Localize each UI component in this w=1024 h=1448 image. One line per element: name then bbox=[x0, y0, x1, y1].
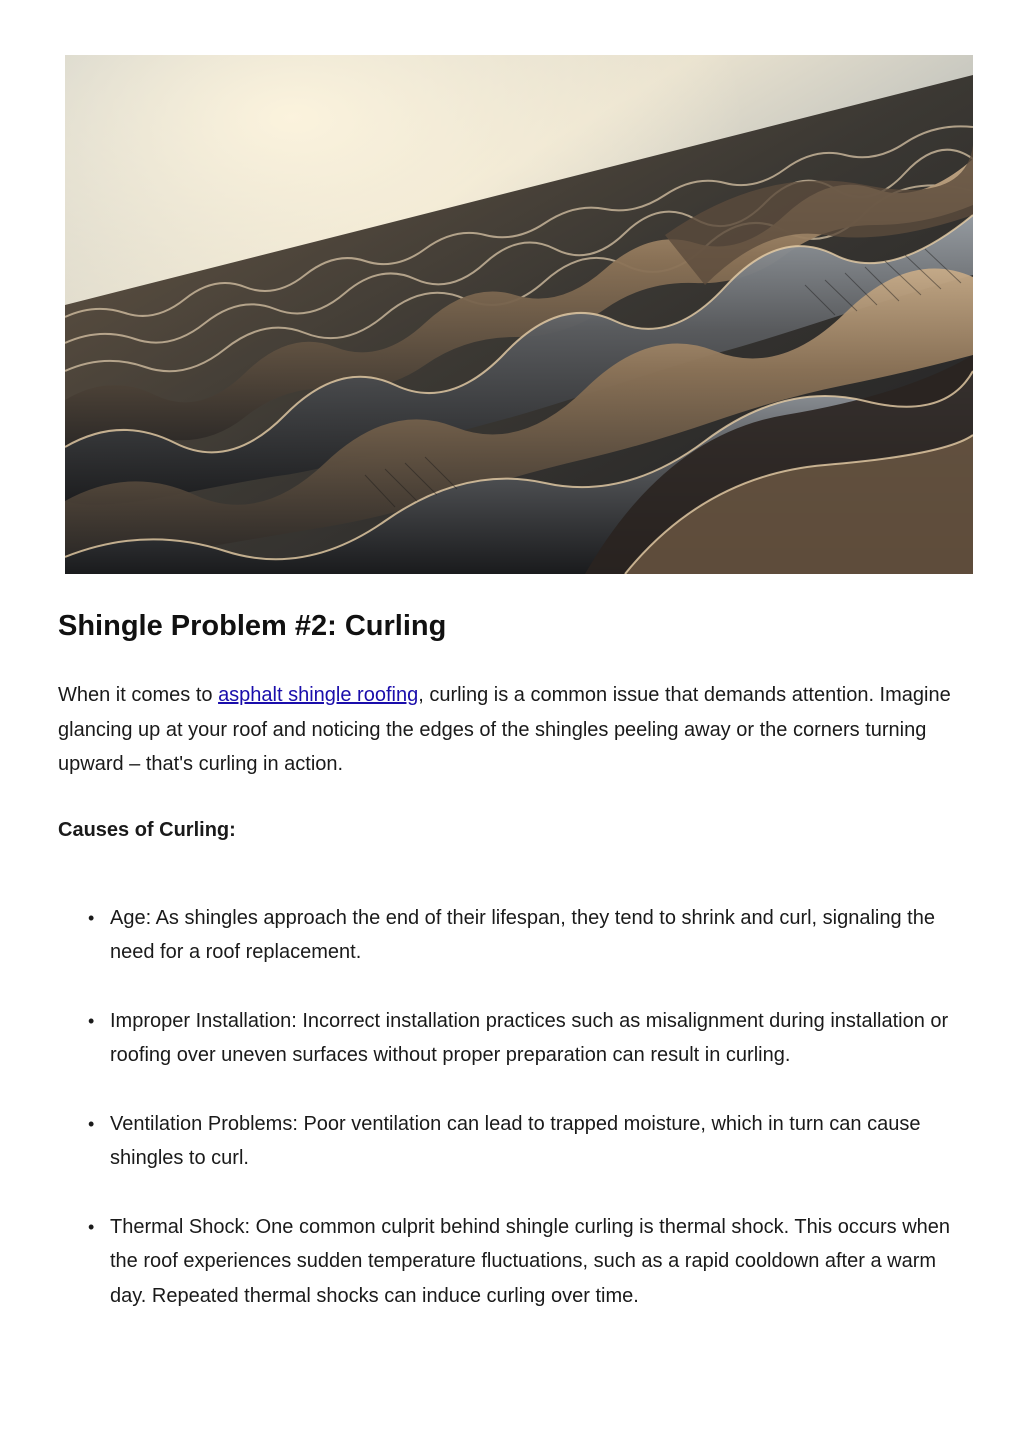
causes-list bbox=[58, 901, 970, 1314]
cause-item-age bbox=[58, 901, 970, 970]
hero-image bbox=[65, 55, 973, 574]
bullet-icon: • bbox=[88, 907, 95, 928]
cause-text: Improper Installation: Incorrect installation practices such as misalignment during installation or roofing over uneven surfaces without proper preparation can result in curling. bbox=[110, 1009, 949, 1066]
article-title: Shingle Problem #2: Curling bbox=[58, 610, 447, 642]
bullet-icon: • bbox=[88, 1010, 95, 1031]
intro-text-before-link: When it comes to bbox=[58, 684, 219, 706]
cause-text: Ventilation Problems: Poor ventilation can lead to trapped moisture, which in turn can cause shingles to curl. bbox=[110, 1112, 921, 1169]
intro-text-after-link: , curling is a common issue that demands attention. Imagine glancing up at your roof and noticing the edges of the shingles peeling away or the corners turning upward – that's curling in action. bbox=[58, 684, 951, 775]
bullet-icon: • bbox=[88, 1216, 95, 1237]
intro-paragraph bbox=[58, 678, 970, 782]
article-body bbox=[58, 606, 970, 1347]
causes-heading: Causes of Curling: bbox=[58, 818, 236, 841]
cause-text: Thermal Shock: One common culprit behind shingle curling is thermal shock. This occurs when the roof experiences sudden temperature fluctuations, such as a rapid cooldown after a warm day. Repeated thermal shocks can induce curling over time. bbox=[110, 1215, 950, 1307]
cause-item-ventilation-problems bbox=[58, 1107, 970, 1176]
roof-shingles-illustration bbox=[65, 55, 973, 574]
asphalt-shingle-roofing-link[interactable]: asphalt shingle roofing bbox=[218, 684, 419, 706]
cause-text: Age: As shingles approach the end of their lifespan, they tend to shrink and curl, signaling the need for a roof replacement. bbox=[110, 906, 935, 963]
cause-item-thermal-shock bbox=[58, 1210, 970, 1314]
cause-item-improper-installation bbox=[58, 1004, 970, 1073]
bullet-icon: • bbox=[88, 1113, 95, 1134]
